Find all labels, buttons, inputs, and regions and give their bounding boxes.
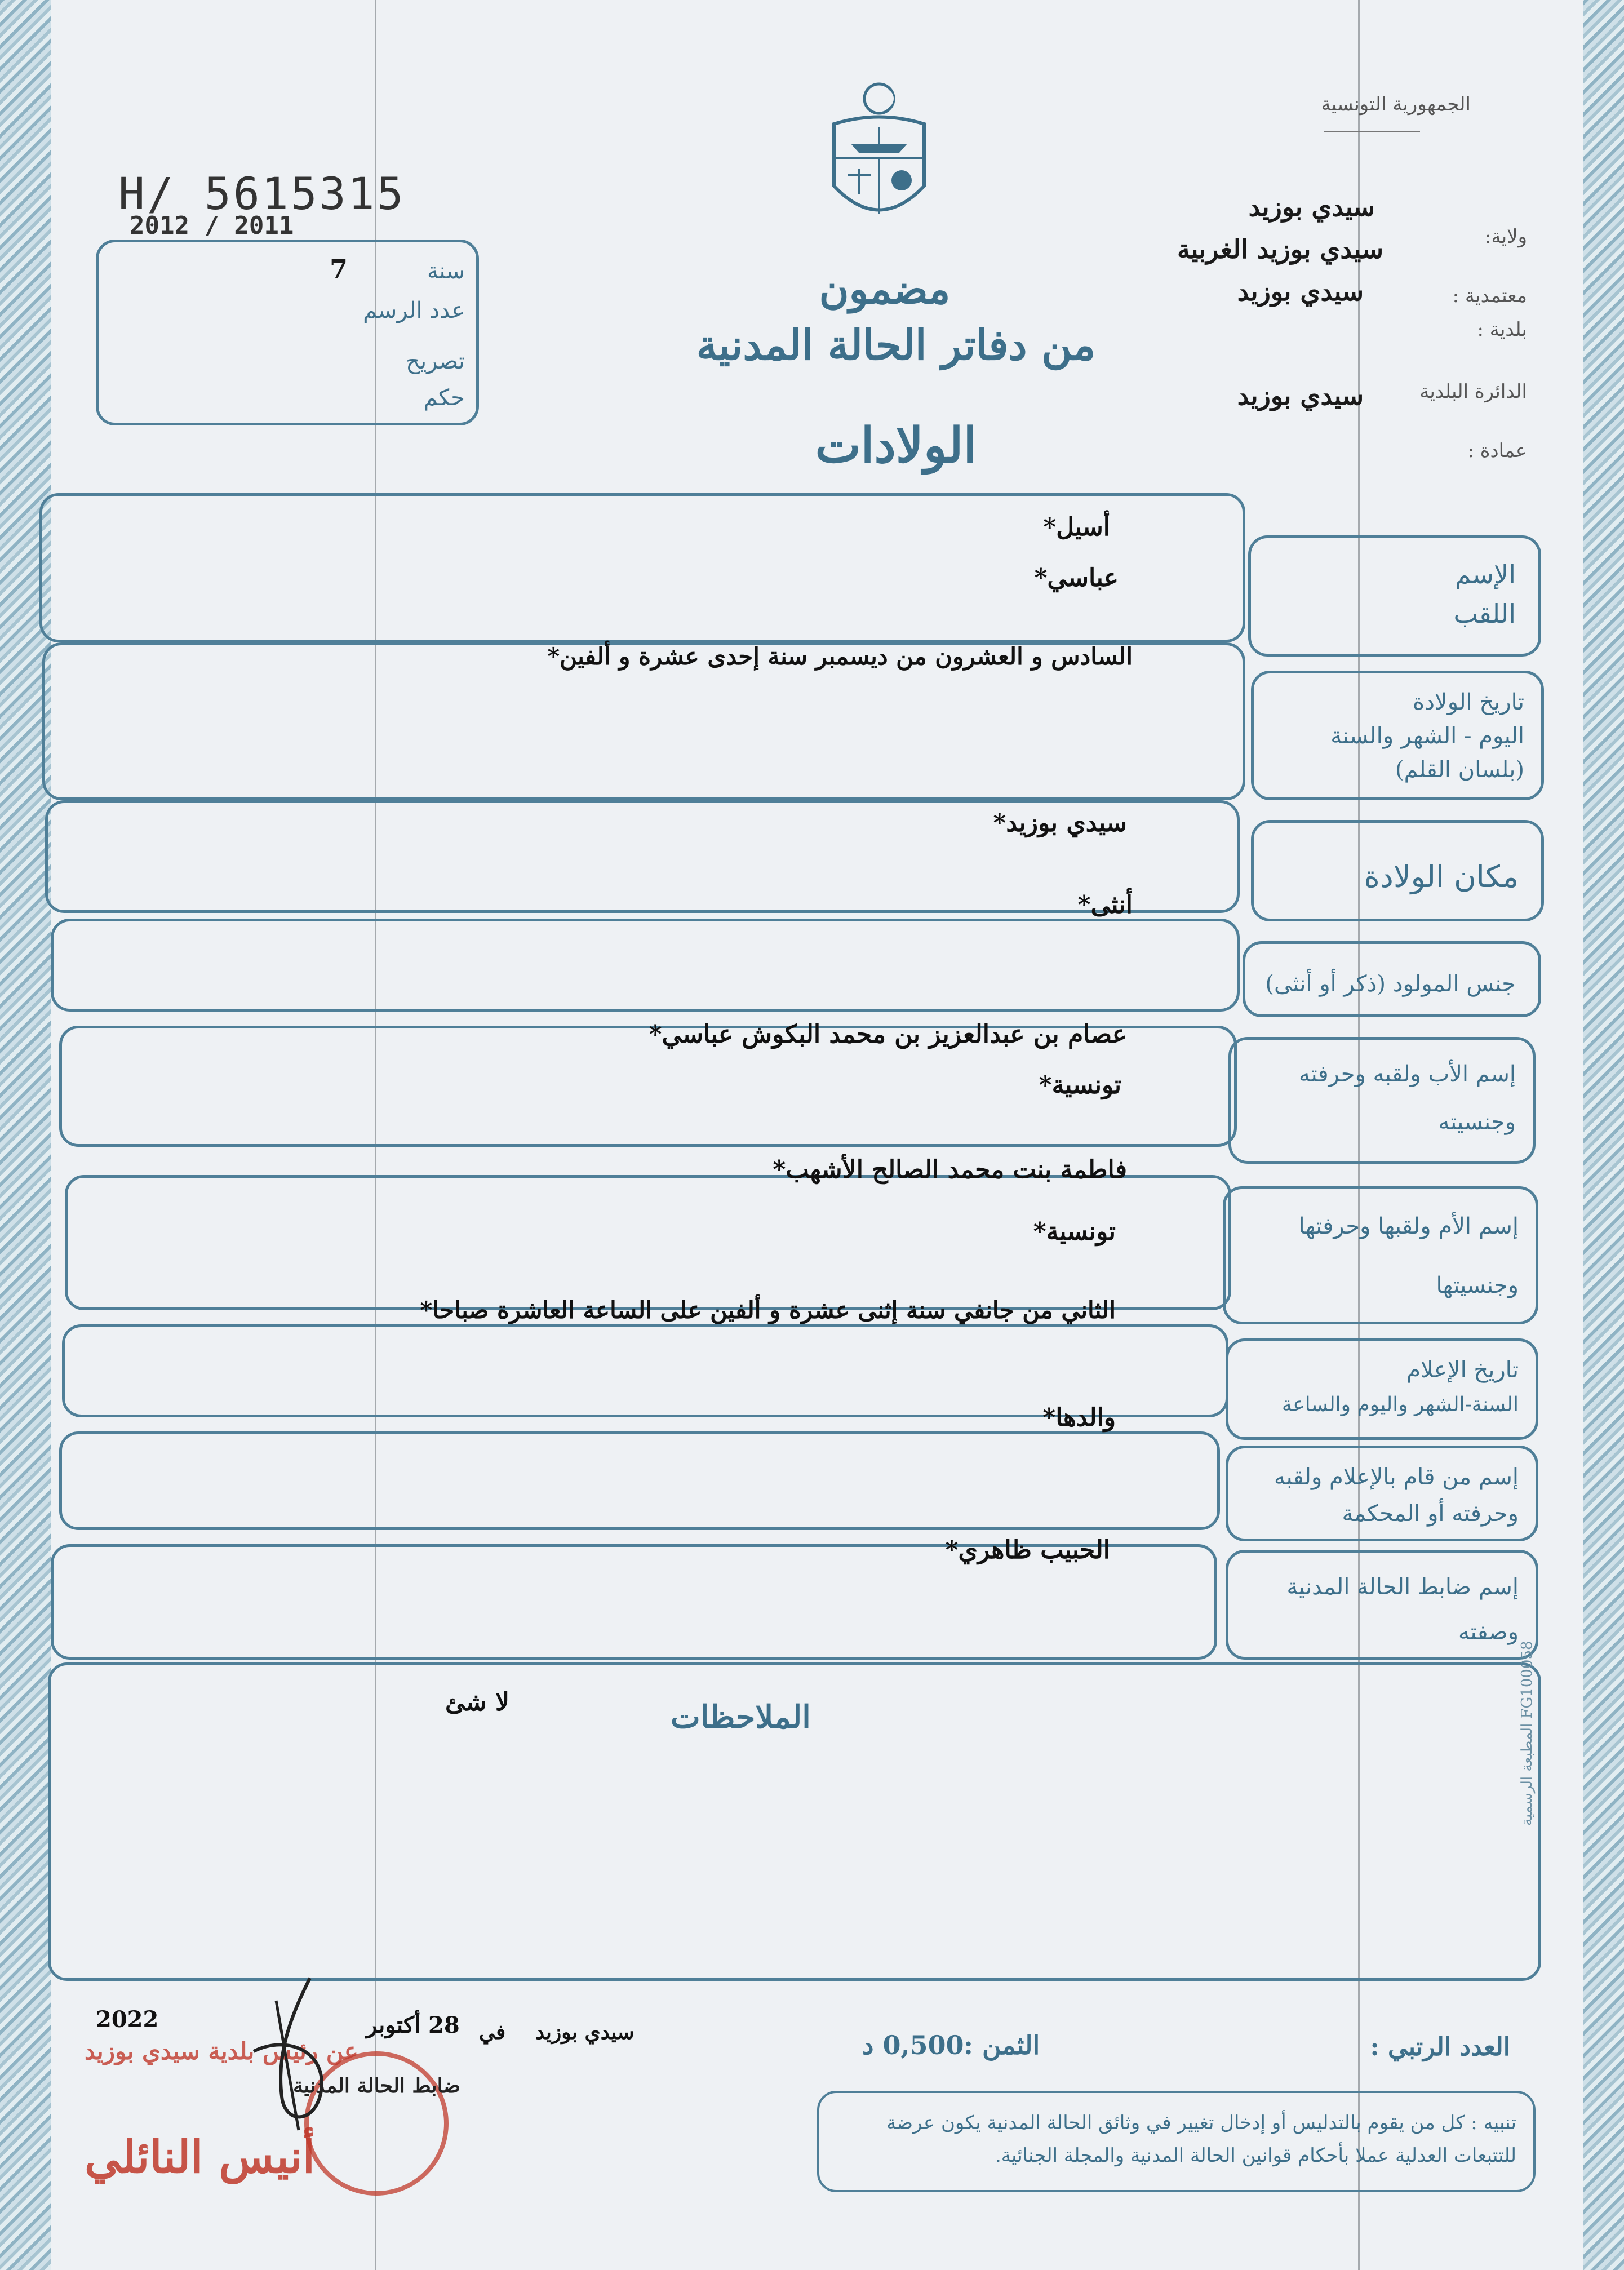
father-name-value: عصام بن عبدالعزيز بن محمد البكوش عباسي* (649, 1020, 1127, 1049)
label-box-father (1228, 1037, 1536, 1164)
officer-label: إسم ضابط الحالة المدنية (1286, 1574, 1519, 1600)
legal-notice: تنبيه : كل من يقوم بالتدليس أو إدخال تغيير في وثائق الحالة المدنية يكون عرضة للتتبعات العدلية عملا بأحكام قوانين الحالة المدنية والمجلة الجنائية. (886, 2112, 1516, 2167)
birth-date-sublabel: اليوم - الشهر والسنة (1330, 723, 1524, 749)
officer-title-label: وصفته (1458, 1619, 1519, 1645)
daira-value: سيدي بوزيد (1237, 380, 1364, 411)
price-label: الثمن : (964, 2030, 1040, 2060)
declaration-label: تصريح (406, 348, 465, 374)
daira-label: الدائرة البلدية (1419, 380, 1527, 403)
birth-date-value: السادس و العشرون من ديسمبر سنة إحدى عشرة و ألفين* (547, 642, 1133, 670)
issue-place: سيدي بوزيد (535, 2020, 634, 2044)
first-name-label: الإسم (1454, 559, 1516, 589)
country-name: الجمهورية التونسية (1321, 93, 1471, 116)
year-label: سنة (427, 258, 465, 284)
value-box-declarant (59, 1431, 1220, 1530)
issue-date-prefix: في (479, 2020, 506, 2044)
value-box-gender (51, 919, 1240, 1012)
last-name-label: اللقب (1453, 598, 1516, 629)
mother-nationality-value: تونسية* (1033, 1217, 1116, 1246)
label-box-declaration-date (1226, 1338, 1538, 1440)
birth-certificate-page (51, 0, 1583, 2270)
birth-place-value: سيدي بوزيد* (993, 809, 1127, 837)
first-name-value: أسيل* (1043, 513, 1110, 542)
price-value: 0,500 د (862, 2030, 964, 2060)
father-label: إسم الأب ولقبه وحرفته (1299, 1061, 1516, 1087)
declarant-value: والدها* (1042, 1403, 1116, 1432)
mutamadia-label: معتمدية : (1452, 285, 1527, 307)
mutamadia-value: سيدي بوزيد الغربية (1177, 234, 1383, 264)
label-box-declarant (1226, 1446, 1538, 1541)
declarant-sublabel: وحرفته أو المحكمة (1342, 1501, 1519, 1527)
father-nationality-label: وجنسيته (1438, 1109, 1516, 1135)
label-box-gender (1243, 941, 1541, 1017)
record-number-label: عدد الرسم (363, 298, 465, 323)
stamp-header: عن رئيس بلدية سيدي بوزيد (85, 2037, 358, 2065)
year-record-box (96, 240, 479, 425)
mother-nationality-label: وجنسيتها (1436, 1273, 1519, 1298)
father-nationality-value: تونسية* (1039, 1071, 1121, 1099)
header-divider (1324, 131, 1420, 132)
officer-value: الحبيب ظاهري* (945, 1536, 1110, 1564)
declaration-date-value: الثاني من جانفي سنة إثنى عشرة و ألفين على الساعة العاشرة صباحا* (420, 1296, 1116, 1324)
mother-name-value: فاطمة بنت محمد الصالح الأشهب* (773, 1155, 1127, 1184)
stamp-officer-title: ضابط الحالة المدنية (293, 2074, 461, 2098)
birth-place-label: مكان الولادة (1364, 859, 1519, 894)
birth-date-label: تاريخ الولادة (1413, 689, 1524, 715)
issue-date-day-month: 28 أكتوبر (366, 2012, 460, 2038)
record-number-value: 7 (330, 254, 348, 284)
year-value: 2012 / 2011 (130, 211, 294, 240)
registration-number: H/ 5615315 (118, 169, 406, 220)
gender-label: جنس المولود (ذكر أو أنثى) (1265, 971, 1516, 997)
label-box-birth-date (1251, 671, 1544, 800)
last-name-value: عباسي* (1034, 564, 1119, 592)
title-births: الولادات (815, 417, 977, 474)
issue-date-year: 2022 (96, 2006, 159, 2033)
tunisia-coat-of-arms-icon (817, 79, 941, 237)
declarant-label: إسم من قام بالإعلام ولقبه (1274, 1464, 1519, 1490)
wilaya-label: ولاية: (1485, 225, 1527, 248)
judgment-label: حكم (423, 385, 465, 411)
baladia-value: سيدي بوزيد (1237, 276, 1364, 307)
declaration-date-sublabel: السنة-الشهر واليوم والساعة (1281, 1393, 1519, 1416)
label-box-officer (1226, 1550, 1538, 1660)
handwritten-signature (220, 1967, 400, 2136)
birth-date-in-words-label: (بلسان القلم) (1395, 757, 1524, 783)
label-box-birth-place (1251, 820, 1544, 921)
notice-box (817, 2091, 1536, 2192)
stamp-officer-name: أنيس النائلي (85, 2130, 316, 2183)
printer-code: المطبعة الرسمية FG100058 (1519, 1641, 1536, 1826)
imada-label: عمادة : (1467, 440, 1527, 462)
remarks-label: الملاحظات (671, 1699, 811, 1736)
mother-label: إسم الأم ولقبها وحرفتها (1298, 1213, 1519, 1239)
title-line-1: مضمون (819, 265, 951, 313)
serial-number-label: العدد الرتبي : (1370, 2033, 1510, 2061)
label-box-name (1248, 535, 1541, 657)
gender-value: أنثى* (1077, 890, 1133, 919)
wilaya-value: سيدي بوزيد (1248, 192, 1375, 222)
remarks-value: لا شئ (445, 1688, 509, 1717)
label-box-mother (1223, 1186, 1538, 1324)
baladia-label: بلدية : (1477, 318, 1527, 341)
title-line-2: من دفاتر الحالة المدنية (696, 321, 1096, 370)
remarks-box (48, 1662, 1541, 1981)
declaration-date-label: تاريخ الإعلام (1406, 1357, 1519, 1383)
